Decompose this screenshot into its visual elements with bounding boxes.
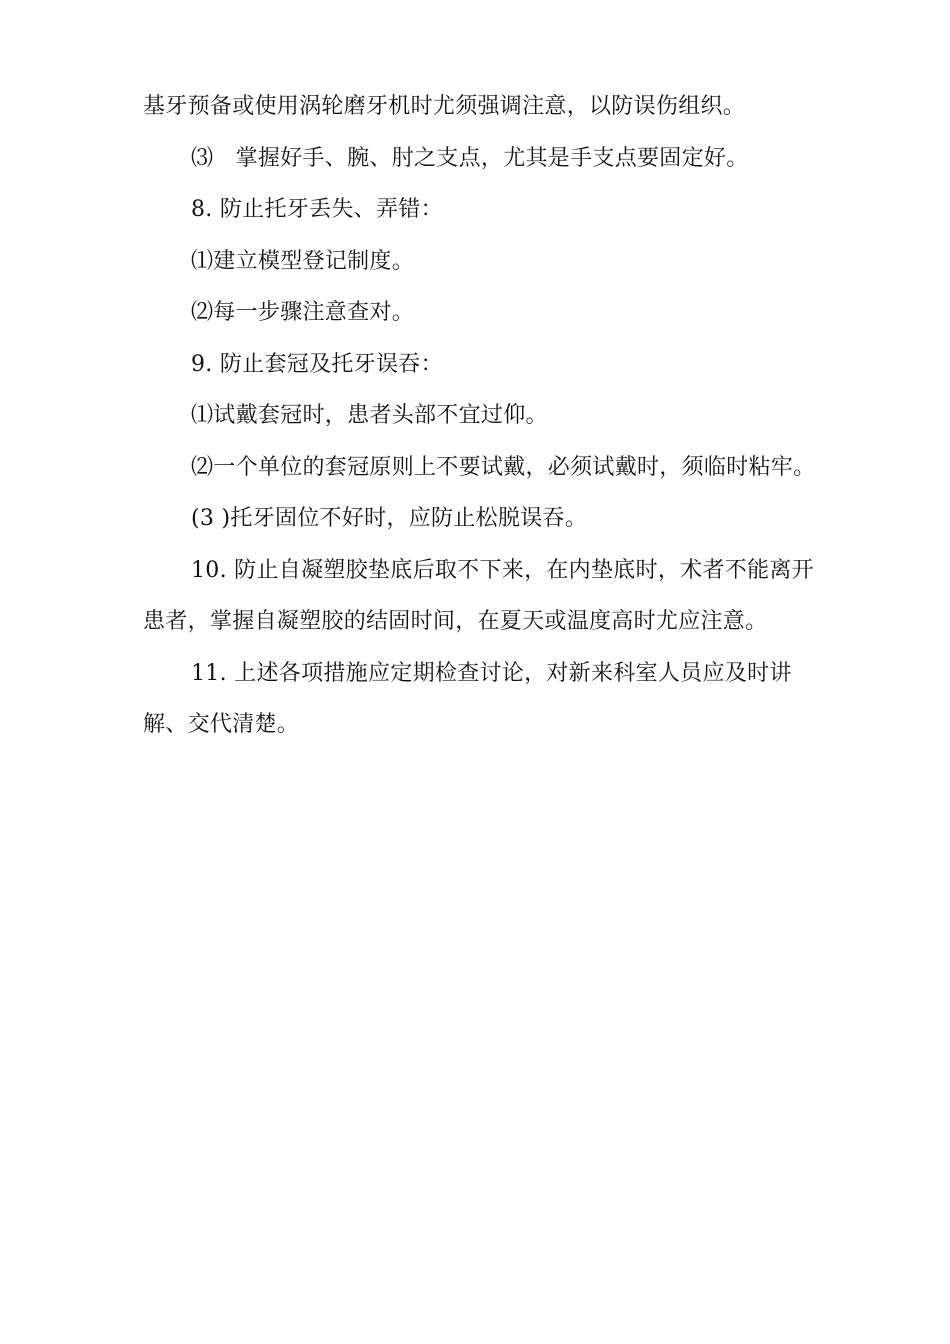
paragraph-item-9-1: ⑴试戴套冠时，患者头部不宜过仰。 xyxy=(191,403,548,428)
paragraph-item-7-3: ⑶ 掌握好手、腕、肘之支点，尤其是手支点要固定好。 xyxy=(191,145,749,171)
document-body xyxy=(143,81,833,751)
paragraph-item-8-1: ⑴建立模型登记制度。 xyxy=(191,248,415,274)
paragraph-item-8-heading: 8. 防止托牙丢失、弄错： xyxy=(191,197,443,222)
paragraph-item-9-heading: 9. 防止套冠及托牙误吞： xyxy=(191,351,443,377)
paragraph-item-11: 11. 上述各项措施应定期检查讨论，对新来科室人员应及时讲解、交代清楚。 xyxy=(143,660,792,737)
paragraph-continuation: 基牙预备或使用涡轮磨牙机时尤须强调注意，以防误伤组织。 xyxy=(143,94,746,119)
paragraph-item-9-3: (3 )托牙固位不好时，应防止松脱误吞。 xyxy=(191,506,588,531)
paragraph-item-10: 10. 防止自凝塑胶垫底后取不下来，在内垫底时，术者不能离开患者，掌握自凝塑胶的结固时间，在夏天或温度高时尤应注意。 xyxy=(143,557,814,634)
paragraph-item-9-2: ⑵一个单位的套冠原则上不要试戴，必须试戴时，须临时粘牢。 xyxy=(191,454,816,480)
paragraph-item-8-2: ⑵每一步骤注意查对。 xyxy=(191,300,415,325)
